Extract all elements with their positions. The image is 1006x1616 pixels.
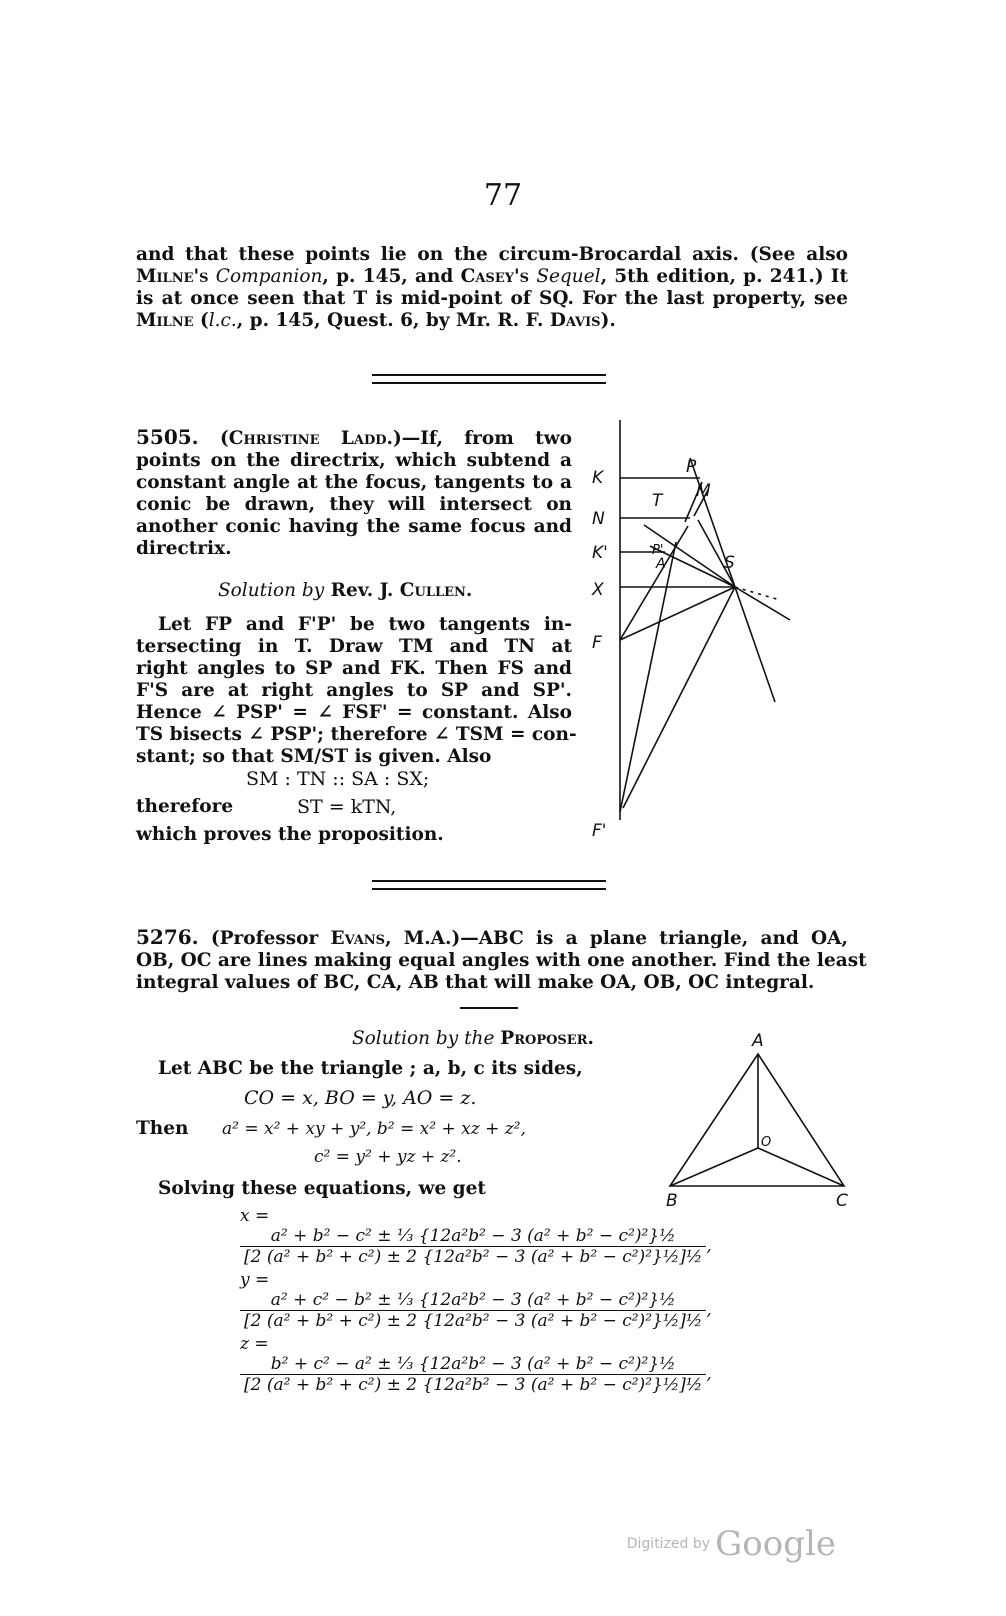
question-5276-line-3: integral values of BC, CA, AB that will make OA, OB, OC integral. xyxy=(136,972,815,993)
comma: , xyxy=(706,1364,712,1384)
question-5505-line-1: 5505. (Christine Ladd.)—If, from two xyxy=(136,425,572,449)
label-b: B xyxy=(666,1191,678,1210)
page-number: 77 xyxy=(483,178,523,213)
triangle-figure xyxy=(660,1020,860,1210)
therefore-label: therefore xyxy=(136,796,234,817)
question-5505 xyxy=(136,426,572,560)
label-a: A xyxy=(656,556,666,572)
digitized-text: Digitized by xyxy=(626,1536,711,1552)
section-divider-2 xyxy=(372,880,606,890)
solution-5505-body xyxy=(136,614,577,768)
question-5505-line-2: points on the directrix, which subtend a xyxy=(136,450,572,471)
solution-5505-line-5: Hence ∠ PSP' = ∠ FSF' = constant. Also xyxy=(136,702,572,723)
label-p-prime: P' xyxy=(652,543,664,558)
equation-z-fraction xyxy=(240,1354,706,1395)
conic-figure xyxy=(590,420,830,850)
solution-5505-line-7: stant; so that SM/ST is given. Also xyxy=(136,746,492,767)
equation-y-fraction xyxy=(240,1290,706,1331)
intro-line-3: is at once seen that T is mid-point of SQ. For the last property, see xyxy=(136,288,848,309)
label-p: P xyxy=(686,457,697,477)
proportion: SM : TN :: SA : SX; xyxy=(246,768,430,790)
digitized-by-watermark xyxy=(627,1524,836,1564)
solving-line: Solving these equations, we get xyxy=(158,1178,486,1199)
solution-5276-line-1: Let ABC be the triangle ; a, b, c its sides, xyxy=(158,1058,583,1079)
google-logo: Google xyxy=(715,1524,836,1564)
question-5505-line-3: constant angle at the focus, tangents to a xyxy=(136,472,572,493)
tangent-f2p2 xyxy=(620,542,676,812)
equation-z-numerator: b² + c² − a² ± ⅓ {12a²b² − 3 (a² + b² − c²)²}½ xyxy=(240,1354,706,1375)
equation-c: c² = y² + yz + z². xyxy=(314,1147,462,1167)
result-equation: ST = kTN, xyxy=(297,796,397,818)
equation-y xyxy=(240,1270,720,1331)
equation-z-denominator: [2 (a² + b² + c²) ± 2 {12a²b² − 3 (a² + b² − c²)²}½]½ xyxy=(244,1375,703,1395)
question-5276-line-2: OB, OC are lines making equal angles with one another. Find the least xyxy=(136,950,867,971)
equation-y-denominator: [2 (a² + b² + c²) ± 2 {12a²b² − 3 (a² + b² − c²)²}½]½ xyxy=(244,1311,703,1331)
line-s-down xyxy=(735,587,775,702)
label-m: M xyxy=(696,481,711,501)
equation-z xyxy=(240,1334,720,1395)
question-5276 xyxy=(136,925,867,994)
label-o: O xyxy=(761,1135,772,1150)
question-5505-line-5: another conic having the same focus and xyxy=(136,516,572,537)
equation-y-lhs: y = xyxy=(240,1270,270,1290)
intro-line-1: and that these points lie on the circum-Brocardal axis. (See also xyxy=(136,244,848,265)
line-s-ext xyxy=(735,587,780,600)
intro-paragraph xyxy=(136,244,848,332)
section-divider xyxy=(372,374,606,384)
line-f2s xyxy=(623,587,735,808)
label-t: T xyxy=(652,491,663,511)
line-fs xyxy=(620,587,735,640)
solution-5505-line-6: TS bisects ∠ PSP'; therefore ∠ TSM = con- xyxy=(136,724,577,745)
solution-5505-line-1: Let FP and F'P' be two tangents in- xyxy=(158,614,572,635)
question-5505-line-4: conic be drawn, they will intersect on xyxy=(136,494,572,515)
equation-x-lhs: x = xyxy=(240,1206,270,1226)
label-f-prime: F' xyxy=(592,821,607,841)
intro-line-4: Milne (l.c., p. 145, Quest. 6, by Mr. R. F. Davis). xyxy=(136,310,616,331)
equation-z-lhs: z = xyxy=(240,1334,269,1354)
solution-5505-line-3: right angles to SP and FK. Then FS and xyxy=(136,658,572,679)
label-s: S xyxy=(724,553,735,573)
solution-5505-line-4: F'S are at right angles to SP and SP'. xyxy=(136,680,572,701)
solution-5505-heading: Solution by Rev. J. Cullen. xyxy=(218,580,473,601)
equation-x xyxy=(240,1206,720,1267)
then-label: Then xyxy=(136,1118,189,1139)
line-s-right xyxy=(735,587,790,620)
label-c: C xyxy=(836,1191,848,1210)
question-5505-line-6: directrix. xyxy=(136,538,232,559)
short-rule xyxy=(460,1007,518,1009)
definitions: CO = x, BO = y, AO = z. xyxy=(244,1087,477,1109)
conclusion: which proves the proposition. xyxy=(136,824,444,845)
intro-line-2: Milne's Companion, p. 145, and Casey's Sequel, 5th edition, p. 241.) It xyxy=(136,266,849,287)
solution-5505-line-2: tersecting in T. Draw TM and TN at xyxy=(136,636,572,657)
label-n: N xyxy=(592,509,605,529)
label-f: F xyxy=(592,633,602,653)
equation-ab: a² = x² + xy + y², b² = x² + xz + z², xyxy=(222,1119,526,1139)
equation-x-fraction xyxy=(240,1226,706,1267)
label-k-prime: K' xyxy=(592,543,608,563)
solution-5276-heading: Solution by the Proposer. xyxy=(352,1028,594,1049)
question-5276-line-1: 5276. (Professor Evans, M.A.)—ABC is a plane triangle, and OA, xyxy=(136,925,848,949)
triangle-abc xyxy=(670,1054,844,1186)
label-x: X xyxy=(592,580,604,600)
comma: , xyxy=(706,1236,712,1256)
label-k: K xyxy=(592,468,604,488)
label-a: A xyxy=(752,1031,764,1051)
equation-x-numerator: a² + b² − c² ± ⅓ {12a²b² − 3 (a² + b² − c²)²}½ xyxy=(240,1226,706,1247)
comma: , xyxy=(706,1300,712,1320)
equation-y-numerator: a² + c² − b² ± ⅓ {12a²b² − 3 (a² + b² − c²)²}½ xyxy=(240,1290,706,1311)
equation-x-denominator: [2 (a² + b² + c²) ± 2 {12a²b² − 3 (a² + b² − c²)²}½]½ xyxy=(244,1247,703,1267)
